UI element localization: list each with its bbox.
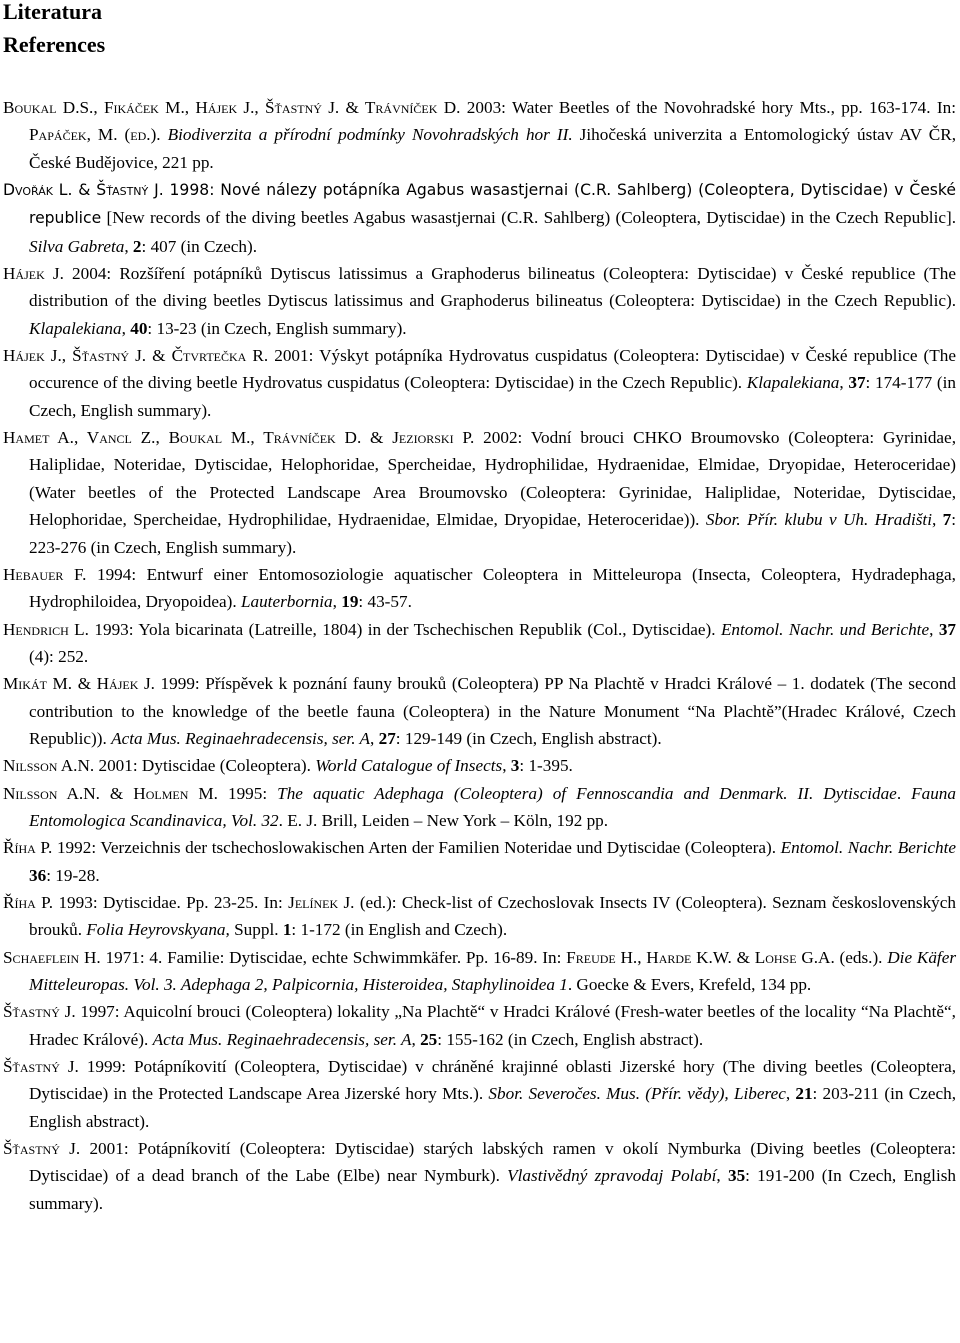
- reference-authors: Hájek J.: [3, 264, 64, 284]
- reference-text: 2001: Potápníkovití (Coleoptera: Dytiscidae) starých labských ramen v okolí Nymburka (Diving beetles (Coleoptera: Dytiscidae) of a dead branch of the Labe (Elbe) near Nymburk).: [29, 1139, 956, 1186]
- reference-volume: 19: [341, 592, 359, 612]
- reference-text: ,: [716, 1166, 728, 1186]
- section-title-english: References: [3, 32, 106, 57]
- reference-entry: [0, 561, 956, 616]
- reference-list: [0, 94, 956, 1217]
- reference-source-title: Acta Mus. Reginaehradecensis, ser. A: [152, 1029, 412, 1049]
- reference-text: : 223-276 (in Czech, English summary).: [29, 510, 957, 557]
- reference-text: ,: [502, 756, 511, 776]
- reference-text: 1993: Dytiscidae. Pp. 23-25. In:: [53, 892, 289, 912]
- reference-text: ,: [332, 592, 342, 612]
- reference-text: 1971: 4. Familie: Dytiscidae, echte Schwimmkäfer. Pp. 16-89. In:: [100, 947, 567, 967]
- reference-text: ,: [931, 510, 943, 530]
- reference-entry: [0, 342, 956, 424]
- reference-text: : 1-395.: [519, 756, 573, 776]
- reference-volume: 1: [282, 920, 292, 940]
- reference-entry: [0, 176, 956, 260]
- reference-volume: 40: [130, 318, 148, 338]
- reference-authors: Hebauer F.: [3, 564, 87, 584]
- reference-text: : 13-23 (in Czech, English summary).: [147, 318, 407, 338]
- reference-authors: Nilsson A.N. & Holmen M.: [3, 783, 218, 803]
- reference-text: (4): 252.: [29, 646, 89, 666]
- reference-text: Jihočeská univerzita a Entomologický ústav AV ČR, České Budějovice, 221 pp.: [29, 125, 957, 172]
- reference-text: : 1-172 (in English and Czech).: [291, 920, 508, 940]
- reference-source-title: Sbor. Přír. klubu v Uh. Hradišti: [705, 510, 932, 530]
- reference-authors: Šťastný J.: [3, 1057, 79, 1077]
- reference-text: ,: [411, 1029, 421, 1049]
- reference-volume: 25: [420, 1029, 438, 1049]
- reference-text: : 174-177 (in Czech, English summary).: [29, 373, 957, 420]
- reference-text: Suppl.: [229, 920, 283, 940]
- reference-source-title: Lauterbornia: [240, 592, 333, 612]
- reference-text: . Goecke & Evers, Krefeld, 134 pp.: [567, 975, 812, 994]
- reference-text: (ed.): Check-list of Czechoslovak Insects IV (Coleoptera). Seznam československých brouků.: [29, 892, 957, 940]
- reference-authors: Hájek J., Šťastný J. & Čtvrtečka R.: [3, 346, 269, 366]
- reference-authors: Papáček, M. (ed.).: [29, 125, 161, 145]
- reference-volume: 3: [510, 756, 520, 776]
- reference-entry: [0, 670, 956, 752]
- reference-text: 2001: Výskyt potápníka Hydrovatus cuspidatus (Coleoptera: Dytiscidae) v České republice (The occurence of the diving beetle Hydrovatus cuspidatus (Coleoptera: Dytiscidae) in the Czech Republic).: [29, 346, 956, 393]
- reference-authors: Hendrich L.: [3, 619, 89, 639]
- reference-authors: Nilsson A.N.: [3, 756, 95, 776]
- reference-source-title: Die Käfer Mitteleuropas. Vol. 3. Adephaga 2, Palpicornia, Histeroidea, Staphylinoidea 1: [29, 947, 957, 994]
- reference-text: 1998: Nové nálezy potápníka Agabus wasastjernai (C.R. Sahlberg) (Coleoptera, Dytiscidae) v České republice: [29, 181, 956, 228]
- reference-authors: Schaeflein H.: [3, 947, 101, 967]
- reference-entry: [0, 1053, 956, 1135]
- reference-volume: 21: [795, 1084, 813, 1104]
- reference-authors: Říha P.: [3, 892, 54, 912]
- reference-text: . E. J. Brill, Leiden – New York – Köln, 192 pp.: [278, 810, 609, 830]
- reference-source-title: World Catalogue of Insects: [315, 756, 503, 776]
- reference-text: : 407 (in Czech).: [141, 236, 258, 256]
- reference-entry: [0, 998, 956, 1053]
- reference-text: 2003: Water Beetles of the Novohradské hory Mts., pp. 163-174. In:: [460, 98, 956, 117]
- reference-source-title: Biodiverzita a přírodní podmínky Novohradských hor II.: [167, 125, 573, 145]
- reference-text: .: [896, 783, 912, 803]
- reference-volume: 36: [29, 865, 47, 885]
- reference-text: ,: [124, 236, 133, 256]
- reference-text: 2004: Rozšíření potápníků Dytiscus latissimus a Graphoderus bilineatus (Coleoptera: Dytiscidae) v České republice (The distribution of the diving beetles Dytiscus latissimus and Graphoderus bilineatus (Coleoptera: Dytiscidae) in the Czech Republic).: [29, 264, 956, 311]
- reference-text: : 155-162 (in Czech, English abstract).: [437, 1029, 704, 1049]
- reference-source-title: Vlastivědný zpravodaj Polabí: [507, 1166, 717, 1186]
- reference-entry: [0, 834, 956, 889]
- reference-authors: Jelínek J.: [288, 892, 355, 912]
- reference-entry: [0, 94, 956, 176]
- reference-text: ,: [839, 373, 849, 393]
- reference-entry: [0, 780, 956, 835]
- reference-text: ,: [370, 728, 379, 748]
- reference-text: (eds.).: [834, 947, 888, 967]
- reference-text: [161, 125, 168, 144]
- reference-volume: 7: [942, 510, 952, 530]
- reference-text: 1993: Yola bicarinata (Latreille, 1804) in der Tschechischen Republik (Col., Dytiscidae).: [88, 619, 721, 639]
- reference-source-title: Entomol. Nachr. und Berichte: [720, 619, 930, 639]
- reference-source-title: Sbor. Severočes. Mus. (Přír. vědy), Liberec: [488, 1084, 786, 1104]
- reference-source-title: Acta Mus. Reginaehradecensis, ser. A: [111, 728, 370, 748]
- reference-authors: Šťastný J.: [3, 1002, 76, 1022]
- section-title-czech: Literatura: [3, 0, 102, 24]
- reference-text: ,: [785, 1084, 796, 1104]
- reference-text: ,: [929, 619, 939, 639]
- reference-volume: 35: [727, 1166, 746, 1186]
- reference-entry: [0, 889, 956, 944]
- reference-source-title: Klapalekiana: [746, 373, 840, 393]
- reference-source-title: Folia Heyrovskyana,: [86, 920, 230, 940]
- reference-entry: [0, 752, 956, 779]
- reference-entry: [0, 424, 956, 561]
- reference-text: : 129-149 (in Czech, English abstract).: [395, 728, 662, 748]
- reference-text: 1995:: [217, 783, 278, 803]
- reference-source-title: Silva Gabreta: [29, 236, 125, 256]
- reference-volume: 27: [378, 728, 396, 748]
- reference-volume: 2: [132, 236, 142, 256]
- reference-text: 1999: Potápníkovití (Coleoptera, Dytiscidae) v chráněné krajinné oblasti Jizerské hory (The diving beetles (Coleoptera, Dytiscidae) in the Protected Landscape Area Jizerské hory Mts.).: [29, 1057, 956, 1104]
- reference-text: : 19-28.: [46, 865, 100, 885]
- reference-text: 1992: Verzeichnis der tschechoslowakischen Arten der Familien Noteridae und Dytiscidae (Coleoptera).: [52, 838, 781, 858]
- reference-text: [New records of the diving beetles Agabus wasastjernai (C.R. Sahlberg) (Coleoptera, Dytiscidae) in the Czech Republic].: [101, 208, 956, 228]
- reference-volume: 37: [938, 619, 956, 639]
- reference-text: 2002: Vodní brouci CHKO Broumovsko (Coleoptera: Gyrinidae, Haliplidae, Noteridae, Dytiscidae, Helophoridae, Spercheidae, Hydrophilidae, Hydraenidae, Elmidae, Dryopidae, Heteroceridae) (Water beetles of the Protected Landscape Area Broumovsko (Coleoptera: Gyrinidae, Haliplidae, Noteridae, Dytiscidae, Helophoridae, Spercheidae, Hydrophilidae, Hydraenidae, Elmidae, Dryopidae, Heteroceridae)).: [29, 428, 956, 530]
- reference-text: 1994: Entwurf einer Entomosoziologie aquatischer Coleoptera in Mitteleuropa (Insecta, Coleoptera, Hydradephaga, Hydrophiloidea, Dryopoidea).: [29, 564, 956, 612]
- reference-source-title: Fauna Entomologica Scandinavica, Vol. 32: [29, 783, 956, 830]
- reference-authors: Freude H., Harde K.W. & Lohse G.A.: [566, 947, 835, 967]
- reference-text: 1997: Aquicolní brouci (Coleoptera) lokality „Na Plachtě“ v Hradci Králové (Fresh-water beetles of the locality “Na Plachtě“, Hradec Králové).: [29, 1002, 956, 1049]
- reference-text: 2001: Dytiscidae (Coleoptera).: [94, 756, 316, 776]
- reference-text: : 203-211 (in Czech, English abstract).: [29, 1084, 956, 1131]
- reference-source-title: Entomol. Nachr. Berichte: [780, 838, 956, 858]
- reference-authors: Šťastný J.: [3, 1139, 81, 1159]
- reference-entry: [0, 616, 956, 671]
- reference-authors: Boukal D.S., Fikáček M., Hájek J., Šťastný J. & Trávníček D.: [3, 98, 461, 117]
- reference-authors: Mikát M. & Hájek J.: [3, 674, 155, 694]
- reference-text: 1999: Příspěvek k poznání fauny brouků (Coleoptera) PP Na Plachtě v Hradci Králové – 1. dodatek (The second contribution to the knowledge of the beetle fauna (Coleoptera) in the Nature Monument “Na Plachtě”(Hradec Králové, Czech Republic)).: [29, 674, 957, 748]
- reference-volume: 37: [848, 373, 866, 393]
- reference-entry: [0, 944, 956, 999]
- reference-authors: Dvořák L. & Šťastný J.: [3, 181, 164, 200]
- reference-text: : 43-57.: [358, 592, 412, 612]
- reference-authors: Říha P.: [3, 838, 53, 858]
- reference-authors: Hamet A., Vancl Z., Boukal M., Trávníček D. & Jeziorski P.: [3, 428, 475, 448]
- reference-text: : 191-200 (In Czech, English summary).: [29, 1166, 956, 1213]
- reference-entry: [0, 260, 956, 342]
- reference-source-title: The aquatic Adephaga (Coleoptera) of Fennoscandia and Denmark. II. Dytiscidae: [277, 783, 897, 803]
- reference-entry: [0, 1135, 956, 1217]
- reference-text: ,: [121, 318, 131, 338]
- reference-source-title: Klapalekiana: [29, 318, 122, 338]
